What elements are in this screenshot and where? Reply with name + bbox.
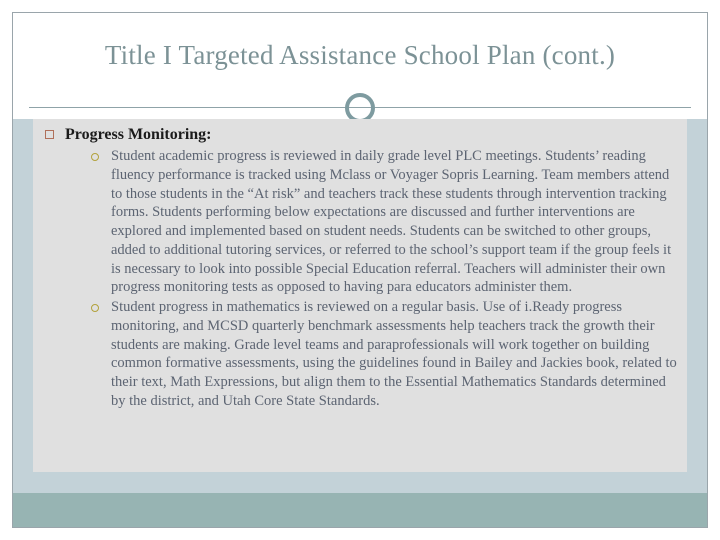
title-divider: [13, 97, 707, 119]
page-title: Title I Targeted Assistance School Plan (cont.): [104, 39, 616, 70]
list-item: [65, 298, 677, 411]
heading-label: Progress Monitoring:: [65, 126, 212, 143]
footer-bar: [13, 493, 707, 527]
list-item-text: Student progress in mathematics is reviewed on a regular basis. Use of i.Ready progress monitoring, and MCSD quarterly benchmark assessments help teachers track the growth their students are making. Grade level teams and paraprofessionals will work together on building common formative assessments, using the guidelines found in Bailey and Jackies book, related to their text, Math Expressions, but align them to the Essential Mathematics Standards determined by the district, and Utah Core State Standards.: [111, 299, 677, 409]
title-zone: [13, 13, 707, 98]
square-bullet-icon: [45, 130, 54, 139]
list-item: [65, 147, 677, 297]
list-item-text: Student academic progress is reviewed in daily grade level PLC meetings. Students’ reading fluency performance is tracked using Mclass or Voyager Sopris Learning. Team members attend to those students in the “At risk” and teachers track these students through intervention tracking forms. Students performing below expectations are discussed and further interventions are explored and implemented based on student needs. Students can be switched to other groups, added to additional tutoring services, or referred to the school’s support team if the group feels it is necessary to look into possible Special Education referral. Teachers will administer their own progress monitoring tests as opposed to having para educators administer them.: [111, 148, 672, 296]
circle-bullet-icon: [91, 153, 99, 161]
bullet-list-level-1: [41, 125, 677, 411]
circle-bullet-icon: [91, 304, 99, 312]
bullet-list-level-2: [65, 147, 677, 411]
content-panel: [33, 119, 687, 472]
outer-panel: [13, 119, 707, 493]
list-item-heading: [41, 125, 677, 411]
